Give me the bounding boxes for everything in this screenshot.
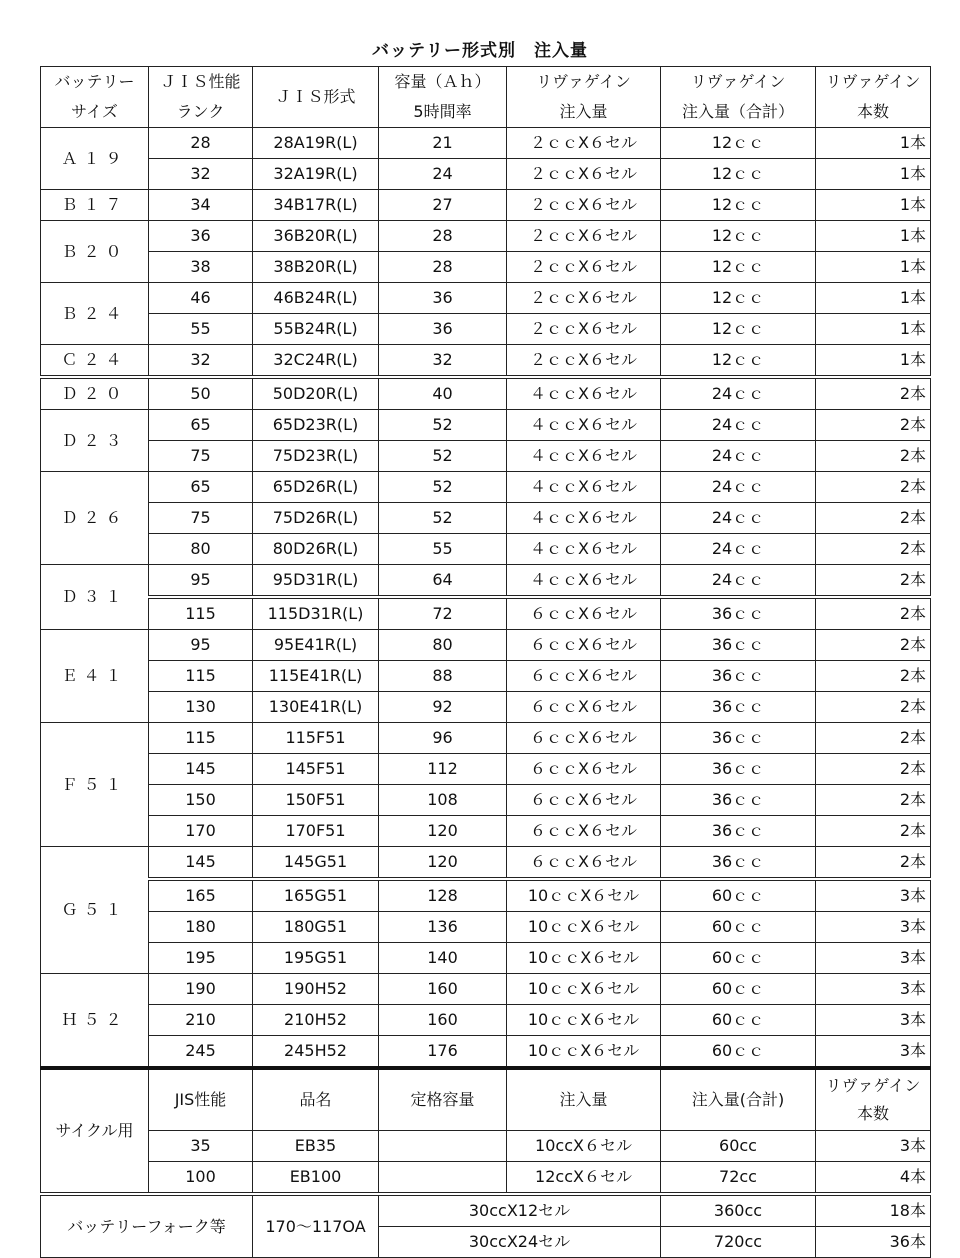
injection-cell: ４ｃｃX６セル	[507, 534, 661, 565]
injection-cell: ６ｃｃX６セル	[507, 597, 661, 630]
count-cell: 3本	[816, 912, 931, 943]
jis-cell: 32C24R(L)	[253, 345, 379, 378]
table-row	[41, 345, 931, 378]
count-cell: 2本	[816, 472, 931, 503]
rated-cell	[379, 1162, 507, 1195]
injection-cell: 10ｃｃX６セル	[507, 974, 661, 1005]
total-cell: 36ｃｃ	[661, 597, 816, 630]
count-cell: 3本	[816, 943, 931, 974]
jis-cell: 38B20R(L)	[253, 252, 379, 283]
capacity-cell: 64	[379, 565, 507, 598]
cycle-header-name: 品名	[253, 1068, 379, 1131]
jis-cell: 95E41R(L)	[253, 630, 379, 661]
total-cell: 12ｃｃ	[661, 283, 816, 314]
total-cell: 60ｃｃ	[661, 943, 816, 974]
count-cell: 2本	[816, 785, 931, 816]
jis-cell: 80D26R(L)	[253, 534, 379, 565]
jis-cell: 130E41R(L)	[253, 692, 379, 723]
table-row	[41, 441, 931, 472]
table-row	[41, 943, 931, 974]
count-cell: 2本	[816, 816, 931, 847]
table-row	[41, 597, 931, 630]
rank-cell: 65	[149, 410, 253, 441]
cycle-header-rank: JIS性能	[149, 1068, 253, 1131]
rank-cell: 115	[149, 597, 253, 630]
header-total: リヴァゲイン 注入量（合計）	[661, 67, 816, 128]
total-cell: 60ｃｃ	[661, 974, 816, 1005]
capacity-cell: 140	[379, 943, 507, 974]
total-cell: 24ｃｃ	[661, 377, 816, 410]
size-cell: Ｃ２４	[41, 345, 149, 378]
rank-cell: 32	[149, 159, 253, 190]
rank-cell: 195	[149, 943, 253, 974]
total-cell: 24ｃｃ	[661, 410, 816, 441]
rank-cell: 95	[149, 565, 253, 598]
rank-cell: 32	[149, 345, 253, 378]
rank-cell: 210	[149, 1005, 253, 1036]
capacity-cell: 128	[379, 879, 507, 912]
rank-cell: 34	[149, 190, 253, 221]
rank-cell: 145	[149, 754, 253, 785]
count-cell: 3本	[816, 1131, 931, 1162]
injection-cell: ４ｃｃX６セル	[507, 441, 661, 472]
page-title: バッテリー形式別 注入量	[372, 41, 588, 61]
jis-cell: 55B24R(L)	[253, 314, 379, 345]
count-cell: 1本	[816, 128, 931, 159]
size-cell: Ｆ５１	[41, 723, 149, 847]
table-row	[41, 410, 931, 441]
table-row	[41, 1036, 931, 1069]
rank-cell: 145	[149, 847, 253, 880]
table-row	[41, 723, 931, 754]
total-cell: 12ｃｃ	[661, 159, 816, 190]
capacity-cell: 28	[379, 221, 507, 252]
rank-cell: 50	[149, 377, 253, 410]
jis-cell: 170F51	[253, 816, 379, 847]
total-cell: 36ｃｃ	[661, 847, 816, 880]
size-cell: Ｂ１７	[41, 190, 149, 221]
table-row	[41, 377, 931, 410]
count-cell: 2本	[816, 754, 931, 785]
size-cell: Ｄ３１	[41, 565, 149, 630]
size-cell: Ａ１９	[41, 128, 149, 190]
rank-cell: 75	[149, 503, 253, 534]
capacity-cell: 136	[379, 912, 507, 943]
table-row	[41, 221, 931, 252]
jis-cell: 50D20R(L)	[253, 377, 379, 410]
header-size: バッテリー サイズ	[41, 67, 149, 128]
jis-cell: 75D26R(L)	[253, 503, 379, 534]
rank-cell: 36	[149, 221, 253, 252]
jis-cell: 165G51	[253, 879, 379, 912]
count-cell: 1本	[816, 159, 931, 190]
cycle-header-count: リヴァゲイン 本数	[816, 1068, 931, 1131]
count-cell: 2本	[816, 441, 931, 472]
table-row	[41, 252, 931, 283]
table-row	[41, 283, 931, 314]
rank-cell: 75	[149, 441, 253, 472]
injection-cell: 10ｃｃX６セル	[507, 943, 661, 974]
jis-cell: 65D26R(L)	[253, 472, 379, 503]
table-row	[41, 1005, 931, 1036]
rank-cell: 130	[149, 692, 253, 723]
capacity-cell: 112	[379, 754, 507, 785]
total-cell: 72cc	[661, 1162, 816, 1195]
injection-cell: ６ｃｃX６セル	[507, 754, 661, 785]
capacity-cell: 55	[379, 534, 507, 565]
capacity-cell: 88	[379, 661, 507, 692]
jis-cell: 190H52	[253, 974, 379, 1005]
capacity-cell: 27	[379, 190, 507, 221]
header-count: リヴァゲイン 本数	[816, 67, 931, 128]
total-cell: 36ｃｃ	[661, 754, 816, 785]
cycle-header-total: 注入量(合計)	[661, 1068, 816, 1131]
total-cell: 36ｃｃ	[661, 723, 816, 754]
injection-cell: ６ｃｃX６セル	[507, 692, 661, 723]
header-capacity: 容量（Ａｈ） 5時間率	[379, 67, 507, 128]
jis-cell: 150F51	[253, 785, 379, 816]
jis-cell: 75D23R(L)	[253, 441, 379, 472]
count-cell: 2本	[816, 377, 931, 410]
table-row	[41, 630, 931, 661]
count-cell: 1本	[816, 283, 931, 314]
table-row	[41, 661, 931, 692]
capacity-cell: 36	[379, 314, 507, 345]
jis-cell: 115F51	[253, 723, 379, 754]
count-cell: 3本	[816, 879, 931, 912]
header-injection: リヴァゲイン 注入量	[507, 67, 661, 128]
jis-cell: 115D31R(L)	[253, 597, 379, 630]
injection-cell: 30ccX24セル	[379, 1227, 661, 1258]
rank-cell: 100	[149, 1162, 253, 1195]
rank-cell: 115	[149, 661, 253, 692]
capacity-cell: 40	[379, 377, 507, 410]
total-cell: 36ｃｃ	[661, 661, 816, 692]
rank-cell: 150	[149, 785, 253, 816]
capacity-cell: 96	[379, 723, 507, 754]
count-cell: 1本	[816, 314, 931, 345]
cycle-header-injection: 注入量	[507, 1068, 661, 1131]
size-cell: Ｇ５１	[41, 847, 149, 974]
header-rank: ＪＩＳ性能 ランク	[149, 67, 253, 128]
count-cell: 1本	[816, 221, 931, 252]
fork-label: バッテリーフォーク等	[41, 1194, 253, 1258]
count-cell: 3本	[816, 1036, 931, 1069]
size-cell: Ｂ２４	[41, 283, 149, 345]
injection-cell: 10ccX６セル	[507, 1131, 661, 1162]
rank-cell: 245	[149, 1036, 253, 1069]
count-cell: 3本	[816, 1005, 931, 1036]
rank-cell: 65	[149, 472, 253, 503]
total-cell: 24ｃｃ	[661, 472, 816, 503]
count-cell: 4本	[816, 1162, 931, 1195]
table-row	[41, 816, 931, 847]
cycle-label: サイクル用	[41, 1068, 149, 1194]
count-cell: 1本	[816, 345, 931, 378]
injection-cell: ４ｃｃX６セル	[507, 565, 661, 598]
total-cell: 12ｃｃ	[661, 252, 816, 283]
injection-cell: ４ｃｃX６セル	[507, 503, 661, 534]
rank-cell: 55	[149, 314, 253, 345]
total-cell: 24ｃｃ	[661, 534, 816, 565]
rank-cell: 165	[149, 879, 253, 912]
table-row	[41, 472, 931, 503]
size-cell: Ｄ２６	[41, 472, 149, 565]
injection-cell: 10ｃｃX６セル	[507, 879, 661, 912]
jis-cell: 245H52	[253, 1036, 379, 1069]
capacity-cell: 108	[379, 785, 507, 816]
rank-cell: 190	[149, 974, 253, 1005]
total-cell: 60ｃｃ	[661, 912, 816, 943]
table-row	[41, 314, 931, 345]
injection-cell: ６ｃｃX６セル	[507, 785, 661, 816]
jis-cell: 195G51	[253, 943, 379, 974]
rank-cell: 46	[149, 283, 253, 314]
capacity-cell: 160	[379, 1005, 507, 1036]
fork-model: 170〜117OA	[253, 1194, 379, 1258]
count-cell: 18本	[816, 1194, 931, 1227]
injection-cell: ６ｃｃX６セル	[507, 816, 661, 847]
capacity-cell: 120	[379, 816, 507, 847]
capacity-cell: 52	[379, 472, 507, 503]
header-row	[41, 67, 931, 128]
capacity-cell: 120	[379, 847, 507, 880]
table-row	[41, 503, 931, 534]
table-row	[41, 1194, 931, 1227]
total-cell: 36ｃｃ	[661, 785, 816, 816]
injection-cell: ４ｃｃX６セル	[507, 410, 661, 441]
capacity-cell: 92	[379, 692, 507, 723]
total-cell: 720cc	[661, 1227, 816, 1258]
jis-cell: 180G51	[253, 912, 379, 943]
jis-cell: 32A19R(L)	[253, 159, 379, 190]
count-cell: 2本	[816, 847, 931, 880]
jis-cell: 145F51	[253, 754, 379, 785]
injection-cell: 10ｃｃX６セル	[507, 1005, 661, 1036]
rank-cell: 28	[149, 128, 253, 159]
rank-cell: 38	[149, 252, 253, 283]
table-row	[41, 1131, 931, 1162]
count-cell: 2本	[816, 723, 931, 754]
rank-cell: 115	[149, 723, 253, 754]
table-row	[41, 534, 931, 565]
table-row	[41, 1162, 931, 1195]
capacity-cell: 24	[379, 159, 507, 190]
injection-cell: 30ccX12セル	[379, 1194, 661, 1227]
count-cell: 2本	[816, 692, 931, 723]
rank-cell: 80	[149, 534, 253, 565]
total-cell: 12ｃｃ	[661, 345, 816, 378]
count-cell: 2本	[816, 565, 931, 598]
size-cell: Ｄ２０	[41, 377, 149, 410]
size-cell: Ｈ５２	[41, 974, 149, 1069]
injection-cell: ４ｃｃX６セル	[507, 472, 661, 503]
rated-cell	[379, 1131, 507, 1162]
total-cell: 60ｃｃ	[661, 1005, 816, 1036]
table-row	[41, 974, 931, 1005]
injection-cell: ２ｃｃX６セル	[507, 314, 661, 345]
jis-cell: 46B24R(L)	[253, 283, 379, 314]
capacity-cell: 32	[379, 345, 507, 378]
table-row	[41, 692, 931, 723]
cycle-header-rated: 定格容量	[379, 1068, 507, 1131]
total-cell: 36ｃｃ	[661, 692, 816, 723]
capacity-cell: 72	[379, 597, 507, 630]
rank-cell: 95	[149, 630, 253, 661]
cycle-header-row	[41, 1068, 931, 1131]
capacity-cell: 52	[379, 441, 507, 472]
total-cell: 60ｃｃ	[661, 1036, 816, 1069]
count-cell: 3本	[816, 974, 931, 1005]
table-row	[41, 128, 931, 159]
injection-cell: ２ｃｃX６セル	[507, 221, 661, 252]
injection-cell: ２ｃｃX６セル	[507, 283, 661, 314]
table-row	[41, 754, 931, 785]
total-cell: 12ｃｃ	[661, 128, 816, 159]
capacity-cell: 160	[379, 974, 507, 1005]
capacity-cell: 52	[379, 410, 507, 441]
jis-cell: 34B17R(L)	[253, 190, 379, 221]
size-cell: Ｂ２０	[41, 221, 149, 283]
table-row	[41, 190, 931, 221]
injection-cell: ６ｃｃX６セル	[507, 723, 661, 754]
size-cell: Ｄ２３	[41, 410, 149, 472]
capacity-cell: 176	[379, 1036, 507, 1069]
jis-cell: 65D23R(L)	[253, 410, 379, 441]
total-cell: 24ｃｃ	[661, 503, 816, 534]
table-row	[41, 565, 931, 598]
injection-cell: 12ccX６セル	[507, 1162, 661, 1195]
rank-cell: 170	[149, 816, 253, 847]
total-cell: 36ｃｃ	[661, 630, 816, 661]
count-cell: 2本	[816, 630, 931, 661]
injection-cell: ２ｃｃX６セル	[507, 190, 661, 221]
total-cell: 60cc	[661, 1131, 816, 1162]
count-cell: 36本	[816, 1227, 931, 1258]
injection-cell: ２ｃｃX６セル	[507, 128, 661, 159]
size-cell: Ｅ４１	[41, 630, 149, 723]
count-cell: 2本	[816, 534, 931, 565]
table-row	[41, 879, 931, 912]
injection-cell: 10ｃｃX６セル	[507, 1036, 661, 1069]
capacity-cell: 52	[379, 503, 507, 534]
count-cell: 2本	[816, 503, 931, 534]
total-cell: 12ｃｃ	[661, 314, 816, 345]
jis-cell: 115E41R(L)	[253, 661, 379, 692]
injection-cell: ２ｃｃX６セル	[507, 345, 661, 378]
header-jis: ＪＩＳ形式	[253, 67, 379, 128]
injection-cell: ２ｃｃX６セル	[507, 252, 661, 283]
total-cell: 12ｃｃ	[661, 190, 816, 221]
total-cell: 24ｃｃ	[661, 565, 816, 598]
injection-cell: ２ｃｃX６セル	[507, 159, 661, 190]
jis-cell: 210H52	[253, 1005, 379, 1036]
table-row	[41, 785, 931, 816]
jis-cell: 28A19R(L)	[253, 128, 379, 159]
jis-cell: 36B20R(L)	[253, 221, 379, 252]
total-cell: 60ｃｃ	[661, 879, 816, 912]
injection-table	[40, 66, 931, 1258]
jis-cell: 145G51	[253, 847, 379, 880]
count-cell: 2本	[816, 661, 931, 692]
capacity-cell: 21	[379, 128, 507, 159]
count-cell: 2本	[816, 410, 931, 441]
table-row	[41, 912, 931, 943]
total-cell: 36ｃｃ	[661, 816, 816, 847]
injection-cell: ４ｃｃX６セル	[507, 377, 661, 410]
name-cell: EB35	[253, 1131, 379, 1162]
injection-cell: 10ｃｃX６セル	[507, 912, 661, 943]
name-cell: EB100	[253, 1162, 379, 1195]
capacity-cell: 80	[379, 630, 507, 661]
injection-cell: ６ｃｃX６セル	[507, 630, 661, 661]
count-cell: 1本	[816, 190, 931, 221]
total-cell: 24ｃｃ	[661, 441, 816, 472]
table-row	[41, 847, 931, 880]
injection-cell: ６ｃｃX６セル	[507, 661, 661, 692]
rank-cell: 35	[149, 1131, 253, 1162]
total-cell: 360cc	[661, 1194, 816, 1227]
count-cell: 2本	[816, 597, 931, 630]
table-row	[41, 159, 931, 190]
injection-cell: ６ｃｃX６セル	[507, 847, 661, 880]
rank-cell: 180	[149, 912, 253, 943]
count-cell: 1本	[816, 252, 931, 283]
capacity-cell: 36	[379, 283, 507, 314]
capacity-cell: 28	[379, 252, 507, 283]
total-cell: 12ｃｃ	[661, 221, 816, 252]
jis-cell: 95D31R(L)	[253, 565, 379, 598]
